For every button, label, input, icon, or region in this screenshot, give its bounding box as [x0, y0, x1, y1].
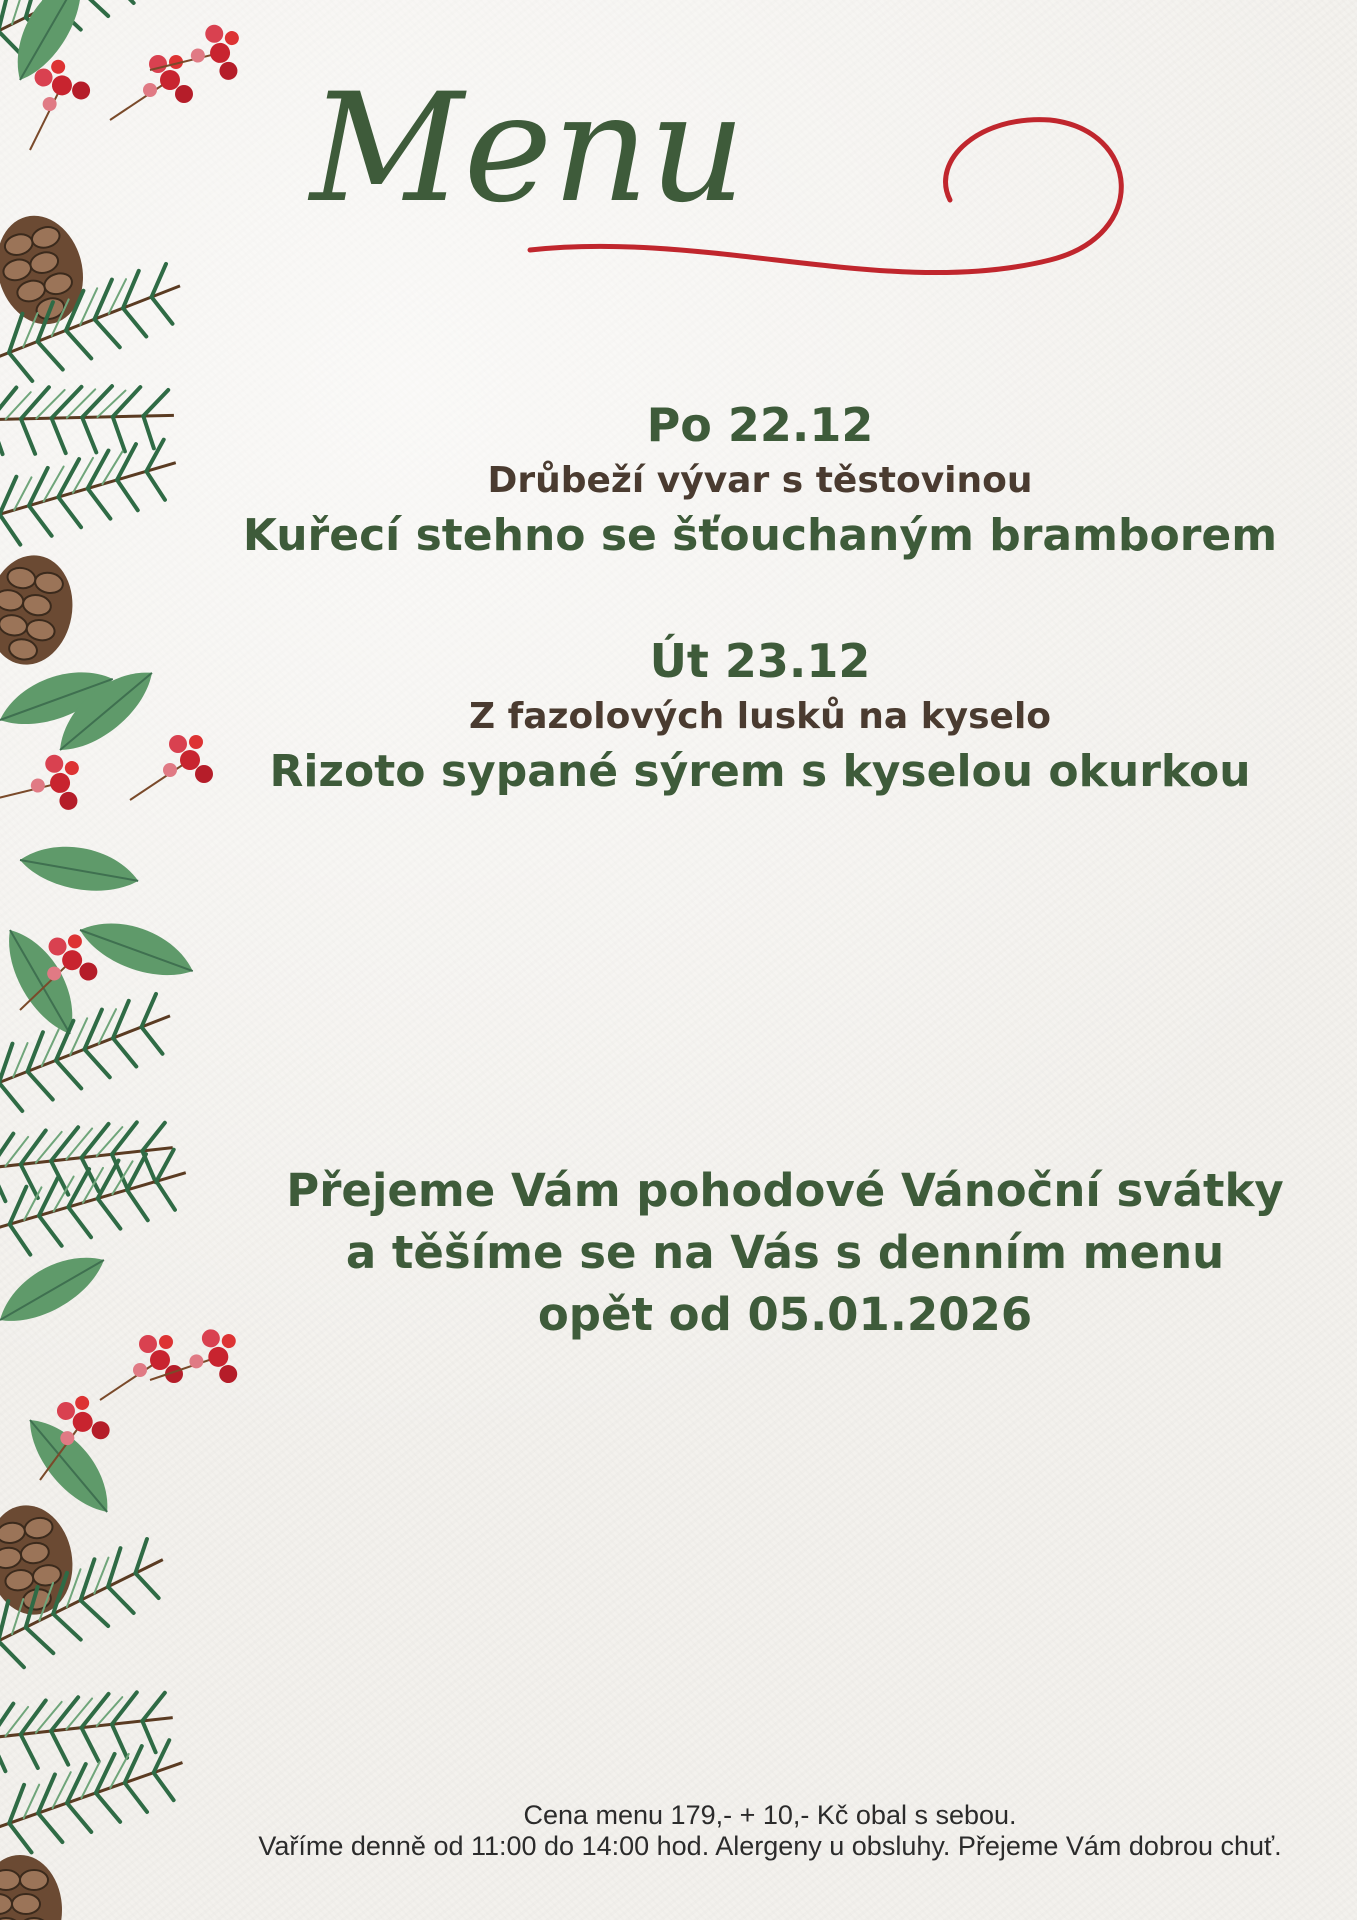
soup-item: Drůbeží vývar s těstovinou	[487, 459, 1033, 501]
greeting-line: Přejeme Vám pohodové Vánoční svátky	[286, 1164, 1284, 1217]
greeting-line: opět od 05.01.2026	[537, 1288, 1033, 1341]
day-heading: Po 22.12	[646, 398, 874, 452]
day-block-monday	[240, 400, 1280, 563]
soup-item: Z fazolových lusků na kyselo	[468, 695, 1052, 737]
christmas-garland-icon	[0, 0, 260, 1920]
footer-info	[190, 1800, 1350, 1862]
price-line: Cena menu 179,- + 10,- Kč obal s sebou.	[523, 1800, 1017, 1830]
menu-title-art	[290, 70, 1130, 320]
main-dish-item: Rizoto sypané sýrem s kyselou okurkou	[269, 745, 1251, 797]
holiday-greeting	[250, 1160, 1320, 1346]
greeting-line: a těšíme se na Vás s denním menu	[345, 1226, 1225, 1279]
info-line: Vaříme denně od 11:00 do 14:00 hod. Alergeny u obsluhy. Přejeme Vám dobrou chuť.	[258, 1831, 1282, 1861]
day-heading: Út 23.12	[649, 634, 871, 688]
menu-title: Menu	[310, 70, 746, 236]
main-dish-item: Kuřecí stehno se šťouchaným bramborem	[242, 509, 1278, 561]
day-block-tuesday	[240, 636, 1280, 799]
